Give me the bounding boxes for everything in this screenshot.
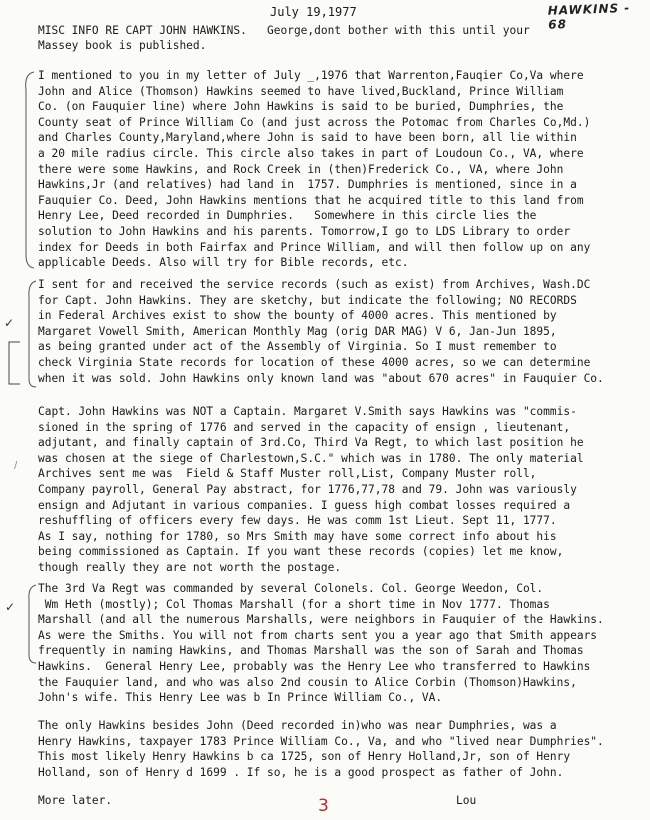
check-mark-icon: ✓ bbox=[4, 316, 15, 330]
margin-bracket bbox=[24, 583, 38, 665]
paragraph-regiment-colonels bbox=[38, 581, 648, 706]
text-line: Co. (on Fauquier line) where John Hawkins is said to be buried, Dumphries, the bbox=[38, 100, 564, 114]
text-line: This most likely Henry Hawkins b ca 1725, son of Henry Holland,Jr, son of Henry bbox=[38, 750, 571, 764]
text-line: Capt. John Hawkins was NOT a Captain. Margaret V.Smith says Hawkins was "commis- bbox=[38, 405, 577, 418]
letter-date: July 19,1977 bbox=[270, 5, 357, 19]
margin-tick-icon: / bbox=[14, 460, 18, 471]
text-line: as being granted under act of the Assembly of Virginia. So I must remember to bbox=[38, 340, 557, 354]
text-line: index for Deeds in both Fairfax and Prince William, and will then follow up on any bbox=[38, 240, 591, 254]
check-mark-icon: ✓ bbox=[5, 600, 16, 614]
margin-bracket bbox=[20, 70, 36, 270]
text-line: was chosen at the siege of Charlestown,S.C." which was in 1780. The only material bbox=[38, 451, 584, 465]
text-line: Hawkins. General Henry Lee, probably was the Henry Lee who transferred to Hawkins bbox=[38, 659, 591, 673]
text-line: The only Hawkins besides John (Deed recorded in)who was near Dumphries, was a bbox=[38, 719, 557, 732]
text-line: in Federal Archives exist to show the bounty of 4000 acres. This mentioned by bbox=[38, 309, 557, 323]
paragraph-service-records bbox=[38, 277, 648, 386]
handwritten-page-number: 3 bbox=[318, 796, 329, 816]
text-line: frequently in naming Hawkins, and Thomas Marshall was the son of Sarah and Thomas bbox=[38, 644, 584, 658]
text-line: I mentioned to you in my letter of July _,1976 that Warrenton,Fauqier Co,Va where bbox=[38, 69, 584, 82]
text-line: reshuffling of officers every few days. He was comm 1st Lieut. Sept 11, 1777. bbox=[38, 514, 557, 528]
text-line: The 3rd Va Regt was commanded by several Colonels. Col. George Weedon, Col. bbox=[38, 582, 544, 595]
text-line: ensign and Adjutant in various companies. I guess high combat losses required a bbox=[38, 498, 571, 512]
text-line: Fauquier Co. Deed, John Hawkins mentions that he acquired title to this land from bbox=[38, 193, 584, 207]
text-line: John's wife. This Henry Lee was b In Prince William Co., VA. bbox=[38, 691, 443, 705]
text-line: adjutant, and finally captain of 3rd.Co, Third Va Regt, to which last position he bbox=[38, 436, 584, 450]
text-line: As were the Smiths. You will not from charts sent you a year ago that Smith appears bbox=[38, 628, 598, 642]
text-line: Margaret Vowell Smith, American Monthly Mag (orig DAR MAG) V 6, Jan-Jun 1895, bbox=[38, 324, 557, 338]
paragraph-not-captain bbox=[38, 404, 648, 576]
text-line: and Charles County,Maryland,where John is said to have been born, all lie within bbox=[38, 131, 577, 145]
text-line: applicable Deeds. Also will try for Bible records, etc. bbox=[38, 256, 409, 270]
text-line: for Capt. John Hawkins. They are sketchy, but indicate the following; NO RECORDS bbox=[38, 293, 577, 307]
text-line: Company payroll, General Pay abstract, for 1776,77,78 and 79. John was variously bbox=[38, 482, 577, 496]
text-line: there were some Hawkins, and Rock Creek in (then)Frederick Co., VA, where John bbox=[38, 162, 564, 176]
paragraph-location-circle bbox=[38, 68, 648, 271]
paragraph-henry-hawkins bbox=[38, 718, 648, 780]
text-line: I sent for and received the service records (such as exist) from Archives, Wash.DC bbox=[38, 278, 591, 291]
text-line: Archives sent me was Field & Staff Muster roll,List, Company Muster roll, bbox=[38, 467, 537, 481]
subject-header bbox=[38, 23, 530, 53]
text-line: Marshall (and all the numerous Marshalls, were neighbors in Fauquier of the Hawkins. bbox=[38, 613, 604, 627]
text-line: solution to John Hawkins and his parents. Tomorrow,I go to LDS Library to order bbox=[38, 224, 571, 238]
text-line: when it was sold. John Hawkins only known land was "about 670 acres" in Fauquier Co. bbox=[38, 371, 604, 385]
handwritten-file-label: HAWKINS - 68 bbox=[547, 0, 631, 32]
text-line: being commissioned as Captain. If you want these records (copies) let me know, bbox=[38, 545, 564, 559]
text-line: sioned in the spring of 1776 and served in the capacity of ensign , lieutenant, bbox=[38, 420, 571, 434]
subject-line: MISC INFO RE CAPT JOHN HAWKINS. George,dont bother with this until your bbox=[38, 24, 530, 37]
text-line: Henry Lee, Deed recorded in Dumphries. Somewhere in this circle lies the bbox=[38, 209, 537, 223]
text-line: Henry Hawkins, taxpayer 1783 Prince William Co., Va, and who "lived near Dumphries". bbox=[38, 734, 604, 748]
subject-line: Massey book is published. bbox=[38, 39, 207, 52]
text-line: Holland, son of Henry d 1699 . If so, he is a good prospect as father of John. bbox=[38, 765, 564, 779]
text-line: Wm Heth (mostly); Col Thomas Marshall (for a short time in Nov 1777. Thomas bbox=[38, 597, 550, 611]
closing-line: More later. bbox=[38, 794, 113, 807]
margin-bracket bbox=[6, 340, 22, 386]
text-line: John and Alice (Thomson) Hawkins seemed to have lived,Buckland, Prince William bbox=[38, 84, 564, 98]
text-line: Hawkins,Jr (and relatives) had land in 1757. Dumphries is mentioned, since in a bbox=[38, 178, 577, 192]
text-line: a 20 mile radius circle. This circle also takes in part of Loudoun Co., VA, where bbox=[38, 146, 584, 160]
signature: Lou bbox=[456, 794, 477, 807]
margin-bracket bbox=[24, 279, 38, 389]
text-line: As I say, nothing for 1780, so Mrs Smith may have some correct info about his bbox=[38, 529, 557, 543]
text-line: the Fauquier land, and who was also 2nd cousin to Alice Corbin (Thomson)Hawkins, bbox=[38, 675, 577, 689]
text-line: County seat of Prince William Co (and just across the Potomac from Charles Co,Md.) bbox=[38, 115, 591, 129]
text-line: though really they are not worth the postage. bbox=[38, 560, 342, 574]
text-line: check Virginia State records for location of these 4000 acres, so we can determine bbox=[38, 355, 591, 369]
